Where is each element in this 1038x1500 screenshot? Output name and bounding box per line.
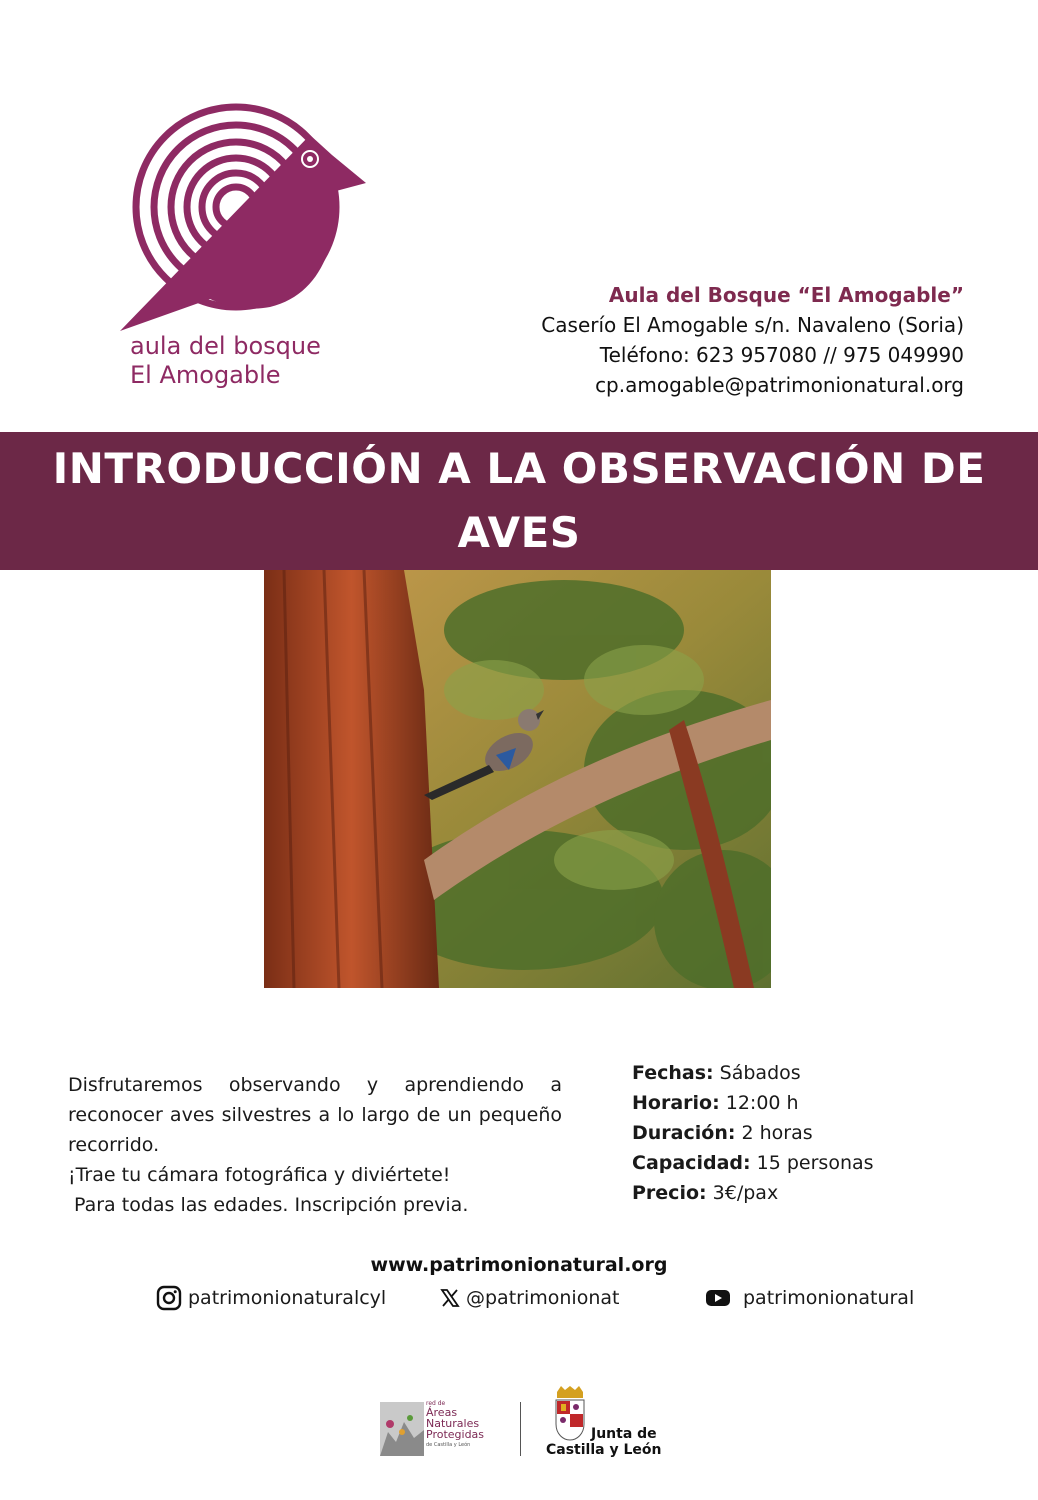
- anp-line-1: Áreas: [426, 1406, 458, 1419]
- activity-details: [632, 1058, 874, 1208]
- precio-value: 3€/pax: [712, 1182, 779, 1204]
- detail-fechas: [632, 1058, 874, 1088]
- youtube-handle: patrimonionatural: [743, 1287, 915, 1309]
- anp-line-0: red de: [426, 1400, 446, 1407]
- areas-naturales-text: [426, 1400, 484, 1451]
- contact-org: Aula del Bosque “El Amogable”: [608, 283, 964, 307]
- jcyl-line-1: Junta de: [591, 1426, 657, 1442]
- website-link[interactable]: www.patrimonionatural.org: [370, 1254, 668, 1276]
- anp-line-2: Naturales: [426, 1417, 480, 1430]
- bird-photo: [264, 570, 771, 988]
- bird-rings-logo-icon: [100, 95, 400, 335]
- anp-line-3: Protegidas: [426, 1428, 485, 1441]
- description-line-3: Para todas las edades. Inscripción previa.: [74, 1194, 469, 1216]
- contact-phone: Teléfono: 623 957080 // 975 049990: [599, 343, 964, 367]
- jcyl-line-2: Castilla y León: [546, 1442, 662, 1458]
- page-title: INTRODUCCIÓN A LA OBSERVACIÓN DE AVES: [52, 444, 986, 557]
- footer-divider: [520, 1402, 521, 1456]
- logo-line-1: aula del bosque: [130, 332, 321, 360]
- capacidad-label: Capacidad:: [632, 1152, 751, 1174]
- instagram-icon: [156, 1285, 182, 1311]
- title-banner: [0, 432, 1038, 570]
- social-instagram[interactable]: [156, 1283, 386, 1313]
- description-line-2: ¡Trae tu cámara fotográfica y diviértete!: [68, 1164, 451, 1186]
- logo-line-2: El Amogable: [130, 361, 281, 389]
- youtube-icon: [705, 1288, 731, 1308]
- fechas-value: Sábados: [719, 1062, 801, 1084]
- duracion-label: Duración:: [632, 1122, 736, 1144]
- activity-description: [68, 1070, 562, 1220]
- description-paragraph: Disfrutaremos observando y aprendiendo a reconocer aves silvestres a lo largo de un pequeño recorrido.: [68, 1074, 562, 1156]
- horario-label: Horario:: [632, 1092, 720, 1114]
- areas-naturales-logo-icon: [380, 1402, 424, 1456]
- detail-capacidad: [632, 1148, 874, 1178]
- precio-label: Precio:: [632, 1182, 707, 1204]
- instagram-handle: patrimonionaturalcyl: [188, 1287, 387, 1309]
- x-handle: @patrimonionat: [466, 1287, 620, 1309]
- bird-on-pine-branch-photo-icon: [264, 570, 771, 988]
- x-logo-icon: [440, 1288, 460, 1308]
- social-x[interactable]: [440, 1283, 619, 1313]
- duracion-value: 2 horas: [741, 1122, 813, 1144]
- capacidad-value: 15 personas: [756, 1152, 874, 1174]
- contact-block: [541, 280, 964, 400]
- contact-email[interactable]: cp.amogable@patrimonionatural.org: [595, 373, 964, 397]
- footer-logos: [380, 1386, 680, 1466]
- social-youtube[interactable]: [705, 1283, 914, 1313]
- detail-precio: [632, 1178, 874, 1208]
- detail-horario: [632, 1088, 874, 1118]
- fechas-label: Fechas:: [632, 1062, 714, 1084]
- junta-castilla-leon-text: [546, 1426, 661, 1458]
- logo-text: [130, 332, 321, 390]
- detail-duracion: [632, 1118, 874, 1148]
- contact-address: Caserío El Amogable s/n. Navaleno (Soria): [541, 313, 964, 337]
- horario-value: 12:00 h: [725, 1092, 799, 1114]
- anp-line-4: de Castilla y León: [426, 1442, 471, 1448]
